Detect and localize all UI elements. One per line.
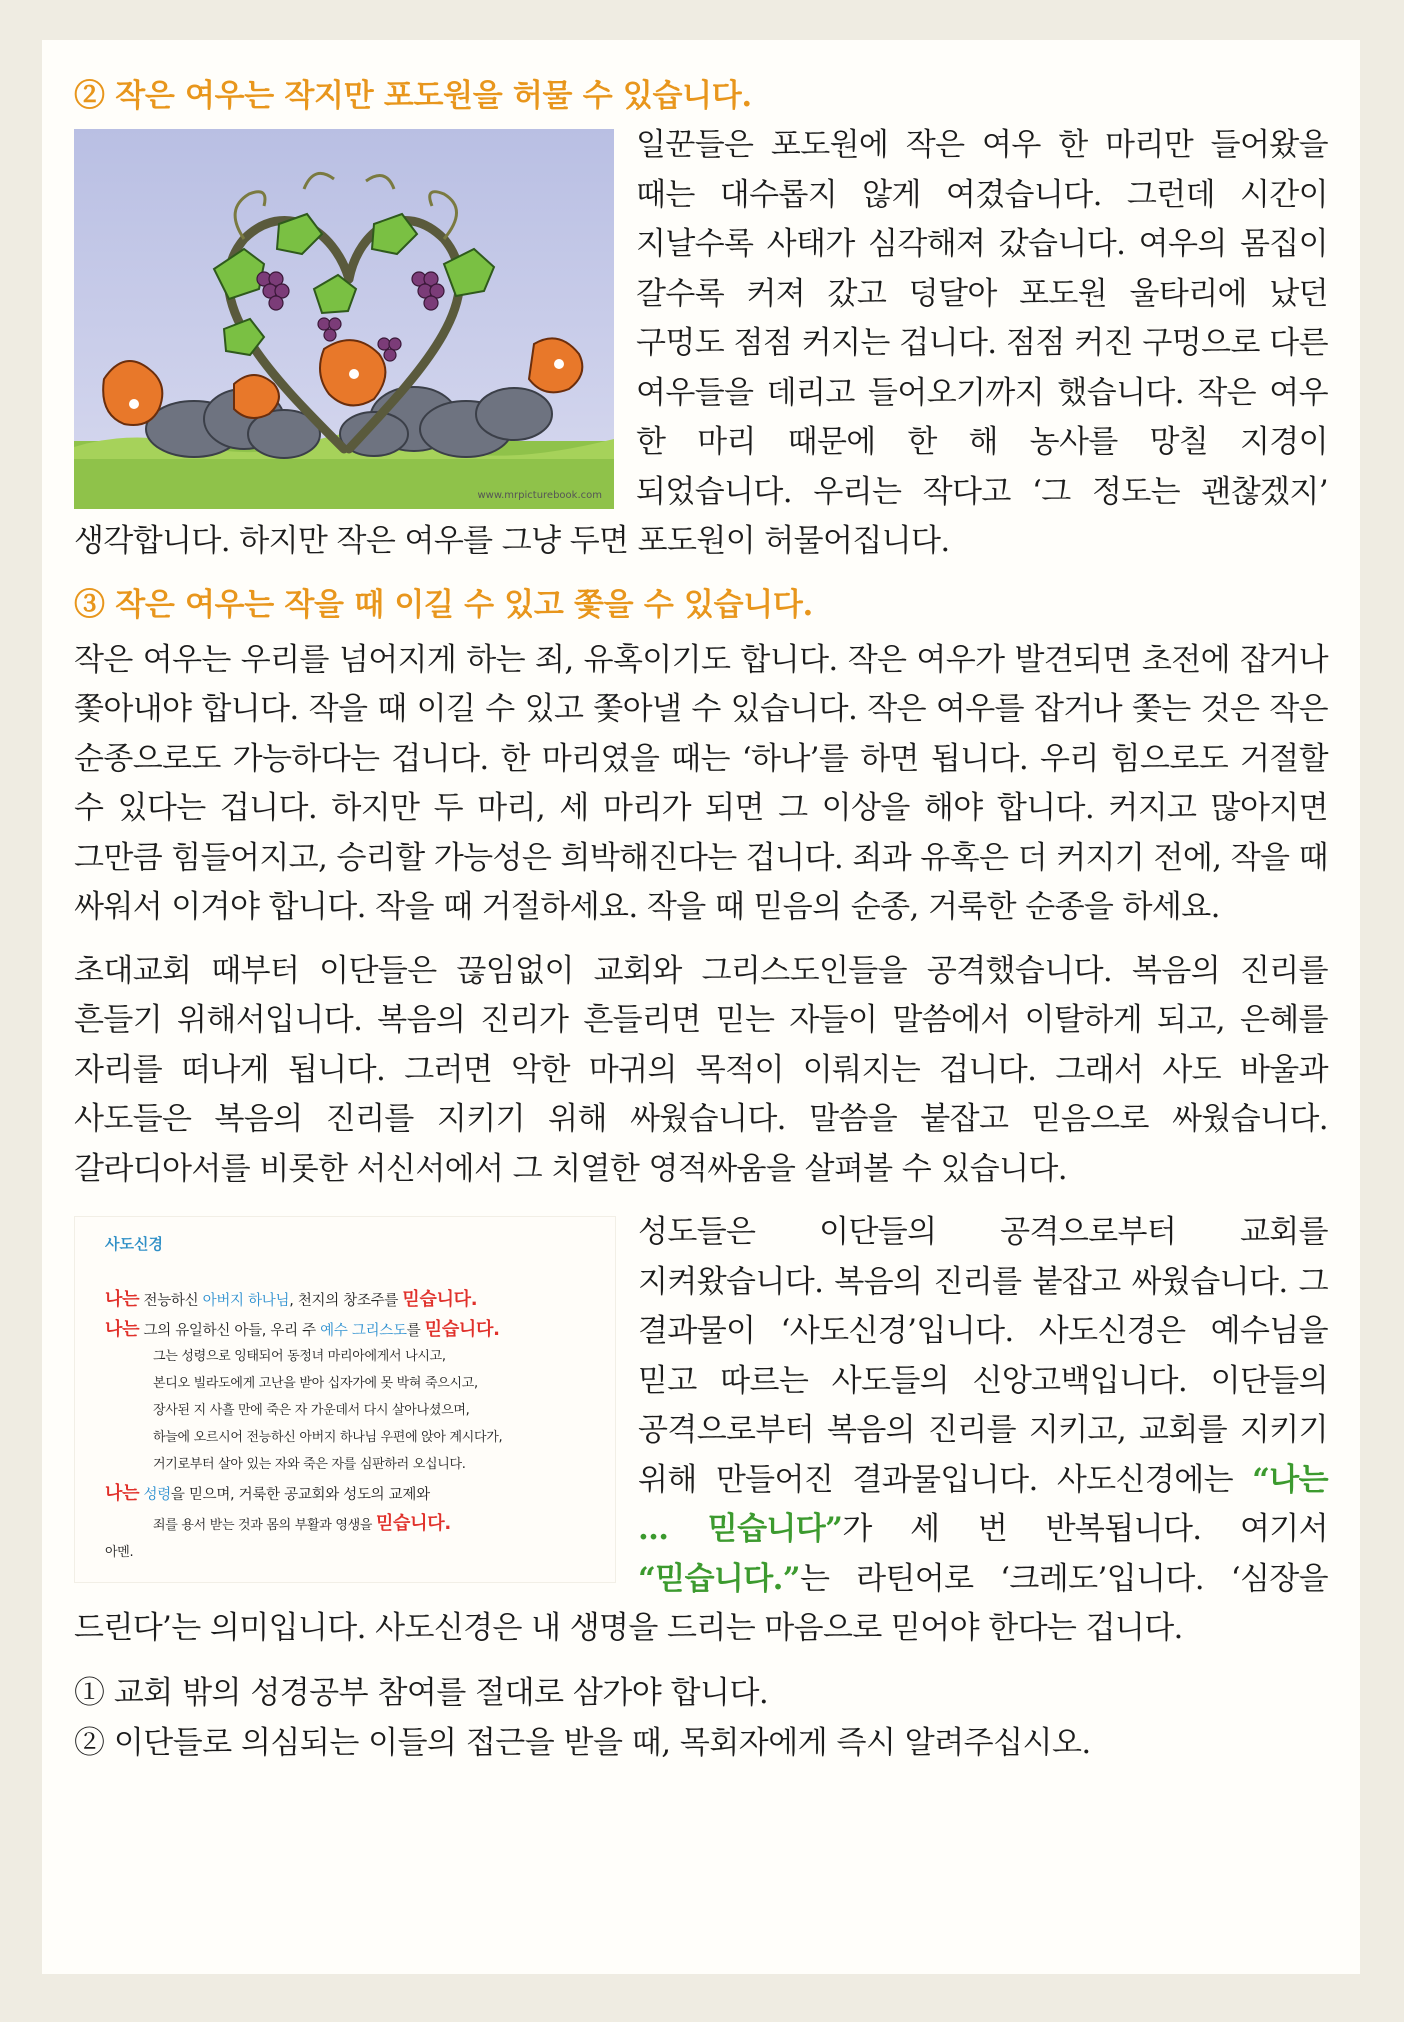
image-credit: www.mrpicturebook.com [477, 490, 602, 501]
creed-line: 하늘에 오르시어 전능하신 아버지 하나님 우편에 앉아 계시다가, [153, 1430, 503, 1445]
creed-title: 사도신경 [105, 1235, 163, 1253]
content-column [74, 72, 1328, 1768]
creed-line: 본디오 빌라도에게 고난을 받아 십자가에 못 박혀 죽으시고, [153, 1376, 478, 1391]
creed-line: 나는 그의 유일하신 아들, 우리 주 예수 그리스도를 믿습니다. [105, 1319, 500, 1340]
creed-line: 거기로부터 살아 있는 자와 죽은 자를 심판하러 오십니다. [153, 1457, 466, 1472]
creed-line: 나는 전능하신 아버지 하나님, 천지의 창조주를 믿습니다. [105, 1289, 478, 1310]
creed-line: 죄를 용서 받는 것과 몸의 부활과 영생을 믿습니다. [153, 1513, 451, 1534]
section2-body: 일꾼들은 포도원에 작은 여우 한 마리만 들어왔을 때는 대수롭지 않게 여겼습니다. 그런데 시간이 지날수록 사태가 심각해져 갔습니다. 여우의 몸집이 갈수록 커져 갔고 덩달아 포도원 울타리에 났던 구멍도 점점 커지는 겁니다. 점점 커진 구멍으로 다른 여우들을 데리고 들어오기까지 했습니다. 작은 여우 한 마리 때문에 한 해 농사를 망칠 지경이 되었습니다. 우리는 작다고 ‘그 정도는 괜찮겠지’ 생각합니다. 하지만 작은 여우를 그냥 두면 포도원이 허물어집니다. [74, 127, 1328, 559]
apostles-creed-image [74, 1208, 616, 1583]
creed-amen: 아멘. [105, 1545, 134, 1560]
section3-paragraph-2: 초대교회 때부터 이단들은 끊임없이 교회와 그리스도인들을 공격했습니다. 복음의 진리를 흔들기 위해서입니다. 복음의 진리가 흔들리면 믿는 자들이 말씀에서 이탈하게 되고, 은혜를 자리를 떠나게 됩니다. 그러면 악한 마귀의 목적이 이뤄지는 겁니다. 그래서 사도 바울과 사도들은 복음의 진리를 지키기 위해 싸웠습니다. 말씀을 붙잡고 믿음으로 싸웠습니다. 갈라디아서를 비롯한 서신서에서 그 치열한 영적싸움을 살펴볼 수 있습니다. [74, 952, 1328, 1187]
creed-line: 장사된 지 사흘 만에 죽은 자 가운데서 다시 살아나셨으며, [153, 1403, 470, 1418]
creed-line: 나는 성령을 믿으며, 거룩한 공교회와 성도의 교제와 [105, 1483, 430, 1504]
section3-paragraph-3: 성도들은 이단들의 공격으로부터 교회를 지켜왔습니다. 복음의 진리를 붙잡고 싸웠습니다. 그 결과물이 ‘사도신경’입니다. 사도신경은 예수님을 믿고 따르는 사도들의 신앙고백입니다. 이단들의 공격으로부터 복음의 진리를 지키고, 교회를 지키기 위해 만들어진 결과물입니다. 사도신경에는 “나는 … 믿습니다”가 세 번 반복됩니다. 여기서 “믿습니다.”는 라틴어로 ‘크레도’입니다. ‘심장을 드린다’는 의미입니다. 사도신경은 내 생명을 드리는 마음으로 믿어야 한다는 겁니다. [74, 1214, 1328, 1646]
quote-i-believe: “나는 … 믿습니다” [638, 1461, 1328, 1547]
fox-vineyard-drawing [74, 129, 614, 509]
list-item: ① 교회 밖의 성경공부 참여를 절대로 삼가야 합니다. [74, 1674, 769, 1711]
list-item: ② 이단들로 의심되는 이들의 접근을 받을 때, 목회자에게 즉시 알려주십시오. [74, 1724, 1091, 1761]
section3-paragraph-1: 작은 여우는 우리를 넘어지게 하는 죄, 유혹이기도 합니다. 작은 여우가 발견되면 초전에 잡거나 쫓아내야 합니다. 작을 때 이길 수 있고 쫓아낼 수 있습니다. 작은 여우를 잡거나 쫓는 것은 작은 순종으로도 가능하다는 겁니다. 한 마리였을 때는 ‘하나’를 하면 됩니다. 우리 힘으로도 거절할 수 있다는 겁니다. 하지만 두 마리, 세 마리가 되면 그 이상을 해야 합니다. 커지고 많아지면 그만큼 힘들어지고, 승리할 가능성은 희박해진다는 겁니다. 죄과 유혹은 더 커지기 전에, 작을 때 싸워서 이겨야 합니다. 작을 때 거절하세요. 작을 때 믿음의 순종, 거룩한 순종을 하세요. [74, 641, 1328, 925]
fox-vineyard-illustration [74, 121, 614, 509]
section-heading-2: ② 작은 여우는 작지만 포도원을 허물 수 있습니다. [74, 78, 752, 114]
quote-believe: “믿습니다.” [638, 1560, 801, 1597]
page [42, 40, 1360, 1974]
section-heading-3: ③ 작은 여우는 작을 때 이길 수 있고 쫓을 수 있습니다. [74, 586, 814, 623]
creed-line: 그는 성령으로 잉태되어 동정녀 마리아에게서 나시고, [153, 1349, 446, 1364]
